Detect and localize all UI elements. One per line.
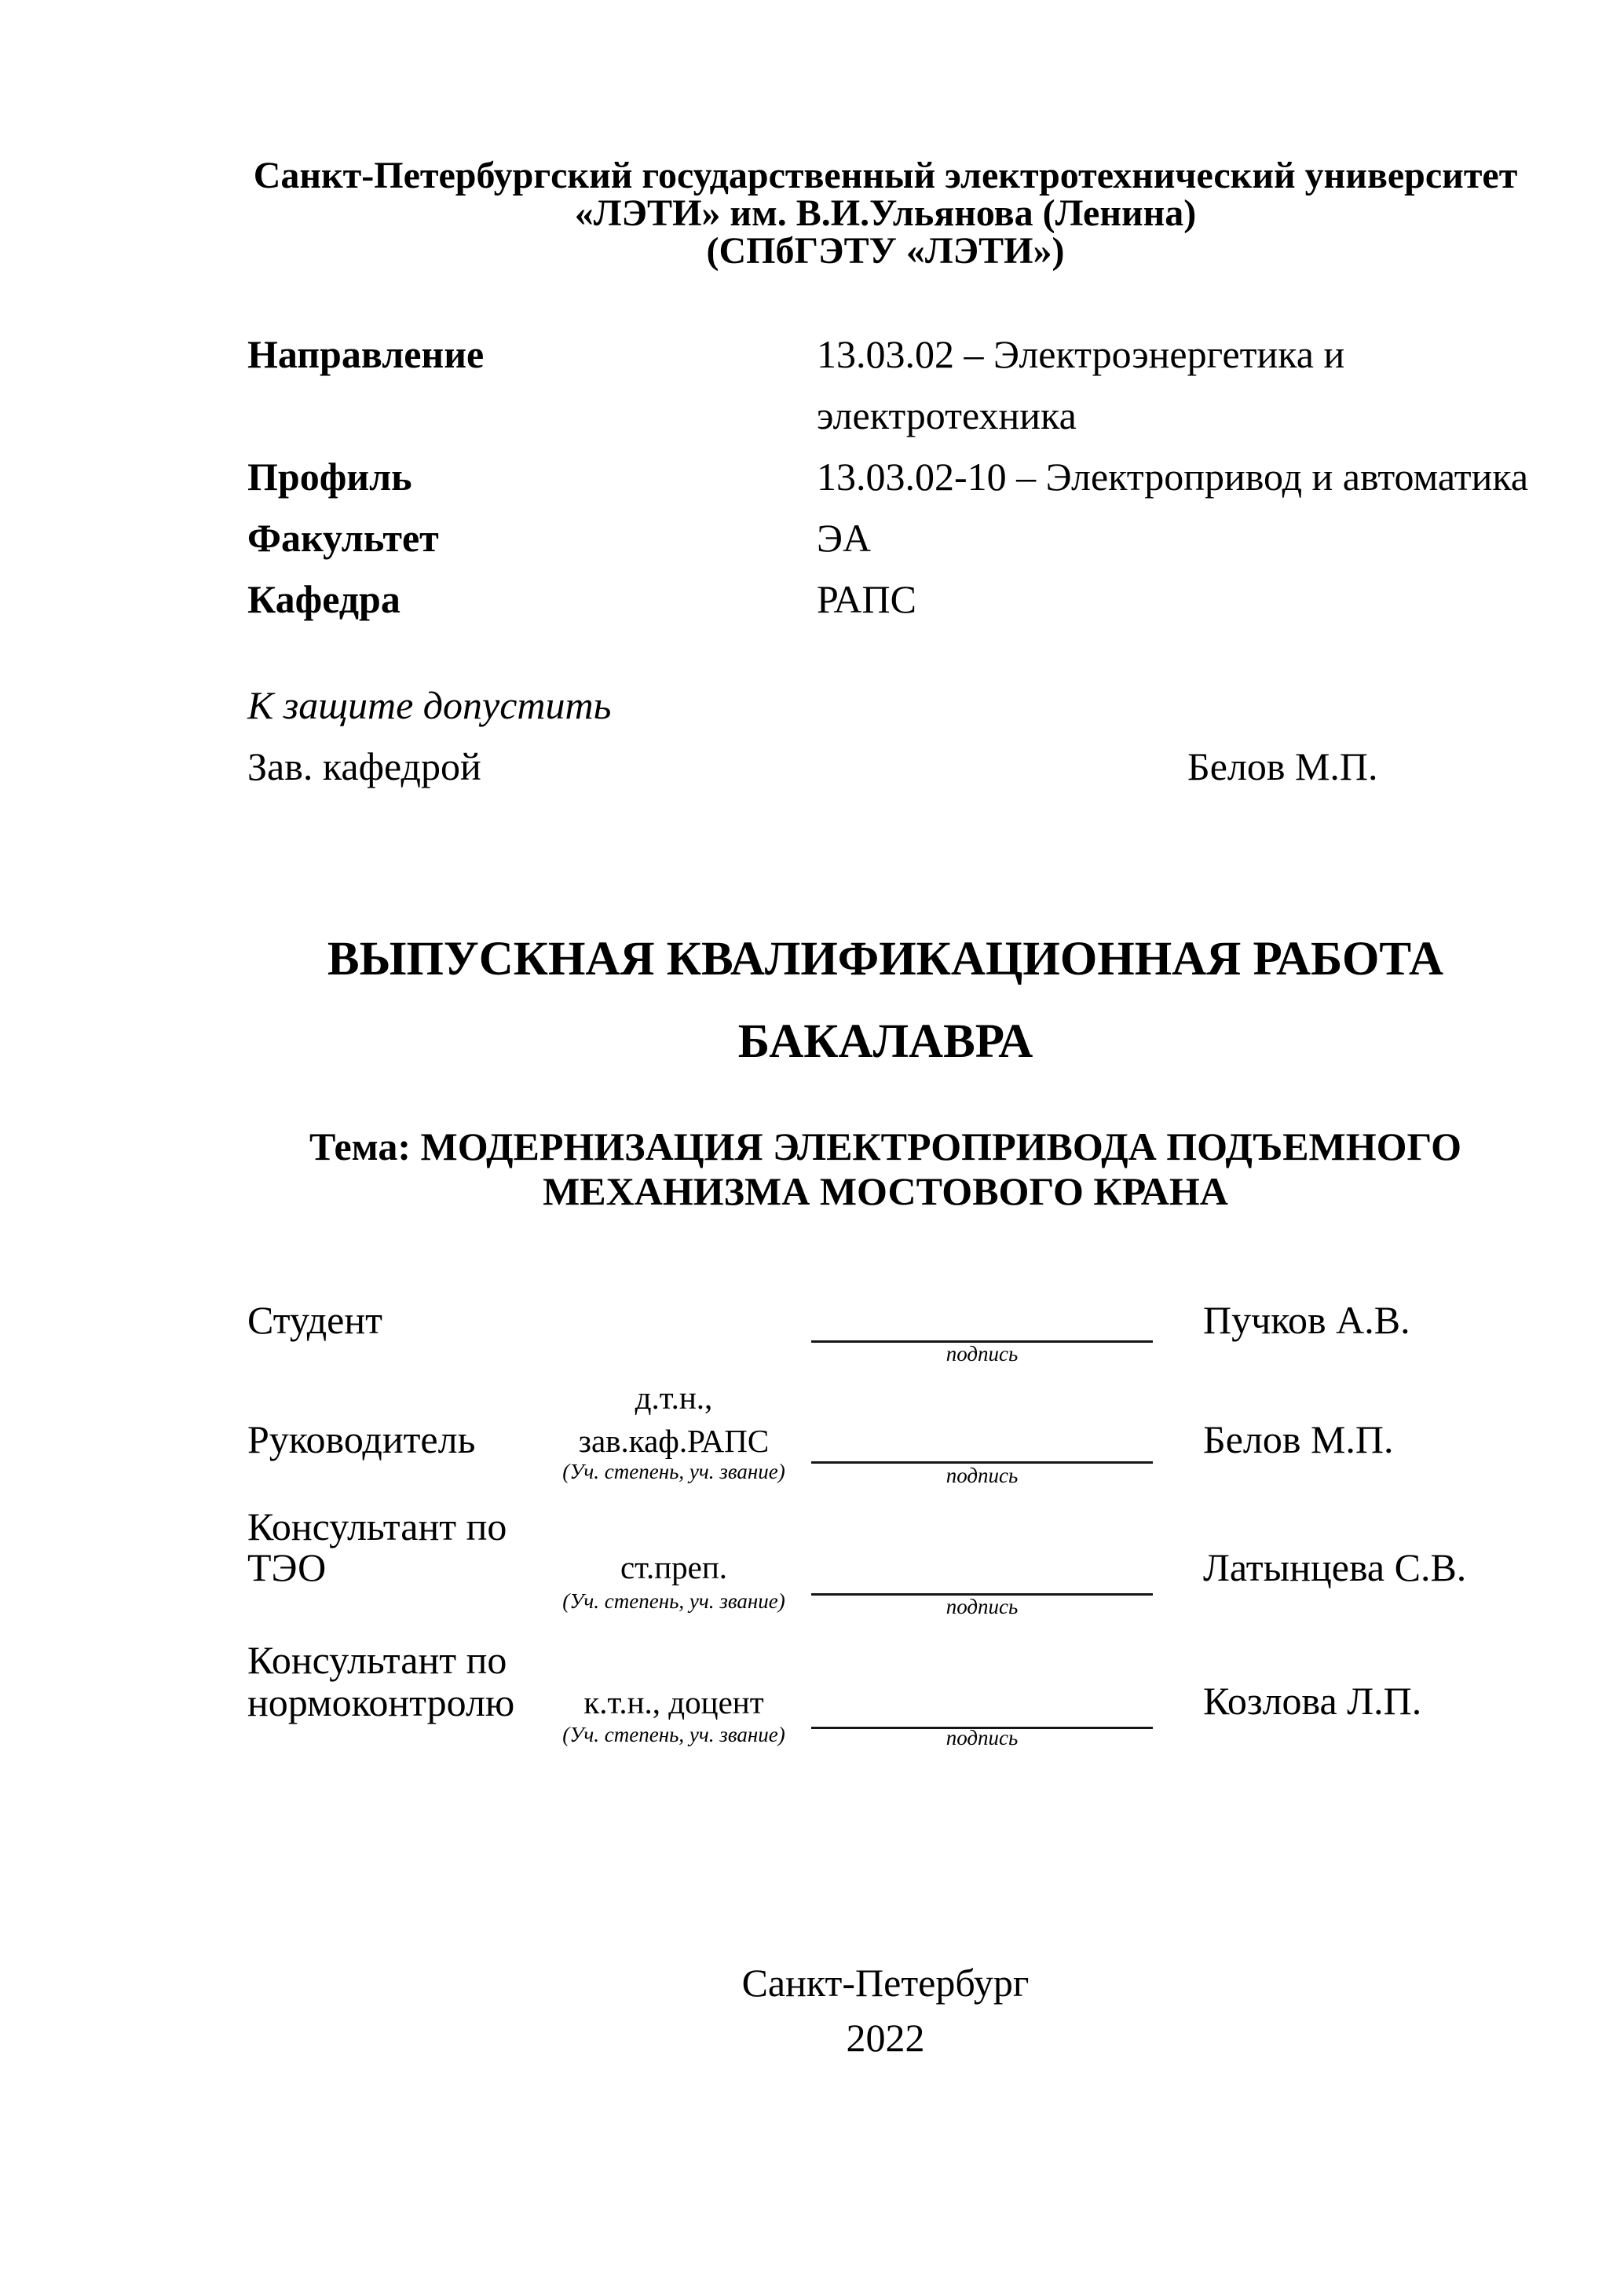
theme-line2: МЕХАНИЗМА МОСТОВОГО КРАНА: [543, 1169, 1228, 1213]
label-faculty: Факультет: [247, 516, 439, 560]
signature-caption: подпись: [946, 1595, 1019, 1618]
footer-year: 2022: [846, 2016, 925, 2060]
degree-line: к.т.н., доцент: [583, 1684, 764, 1720]
degree-caption: (Уч. степень, уч. звание): [562, 1460, 785, 1483]
admission-name: Белов М.П.: [1187, 744, 1378, 788]
value-department: РАПС: [817, 577, 916, 621]
admission-note: К защите допустить: [247, 683, 612, 727]
signature-caption: подпись: [946, 1464, 1019, 1487]
signer-name: Козлова Л.П.: [1203, 1679, 1422, 1723]
label-profile: Профиль: [247, 455, 412, 499]
role-label: Руководитель: [247, 1417, 476, 1461]
signer-name: Пучков А.В.: [1203, 1298, 1410, 1342]
university-abbr: (СПбГЭТУ «ЛЭТИ»): [706, 230, 1065, 272]
university-header: [247, 157, 1523, 270]
value-profile: 13.03.02-10 – Электропривод и автоматика: [817, 455, 1529, 499]
theme-block: [247, 1124, 1523, 1214]
value-faculty: ЭА: [817, 516, 872, 560]
label-direction: Направление: [247, 332, 485, 376]
theme-line1: Тема: МОДЕРНИЗАЦИЯ ЭЛЕКТРОПРИВОДА ПОДЪЕМНОГО: [309, 1124, 1461, 1168]
footer-city: Санкт-Петербург: [741, 1961, 1030, 2005]
work-title: [247, 918, 1523, 1083]
degree-line1: д.т.н.,: [635, 1380, 713, 1416]
signer-name: Латынцева С.В.: [1203, 1545, 1467, 1589]
signer-name: Белов М.П.: [1203, 1417, 1394, 1461]
signature-caption: подпись: [946, 1726, 1019, 1749]
degree-line: ст.преп.: [620, 1549, 728, 1585]
role-label-line1: Консультант по: [247, 1504, 507, 1548]
work-title-line1: ВЫПУСКНАЯ КВАЛИФИКАЦИОННАЯ РАБОТА: [327, 933, 1444, 985]
role-label-line2: нормоконтролю: [247, 1680, 515, 1724]
label-department: Кафедра: [247, 577, 401, 621]
university-name-line1: Санкт-Петербургский государственный электротехнический университет: [253, 155, 1518, 196]
degree-line2: зав.каф.РАПС: [578, 1423, 770, 1459]
role-label-line2: ТЭО: [247, 1545, 327, 1589]
footer: [247, 1955, 1523, 2065]
role-label-line1: Консультант по: [247, 1638, 507, 1682]
degree-caption: (Уч. степень, уч. звание): [562, 1723, 785, 1746]
value-direction-line2: электротехника: [817, 393, 1077, 437]
work-title-line2: БАКАЛАВРА: [737, 1015, 1033, 1068]
value-direction-line1: 13.03.02 – Электроэнергетика и: [817, 332, 1345, 376]
role-label: Студент: [247, 1298, 382, 1342]
university-name-line2: «ЛЭТИ» им. В.И.Ульянова (Ленина): [574, 192, 1197, 234]
admission-role: Зав. кафедрой: [247, 744, 481, 788]
degree-caption: (Уч. степень, уч. звание): [562, 1589, 785, 1613]
signature-caption: подпись: [946, 1342, 1019, 1366]
